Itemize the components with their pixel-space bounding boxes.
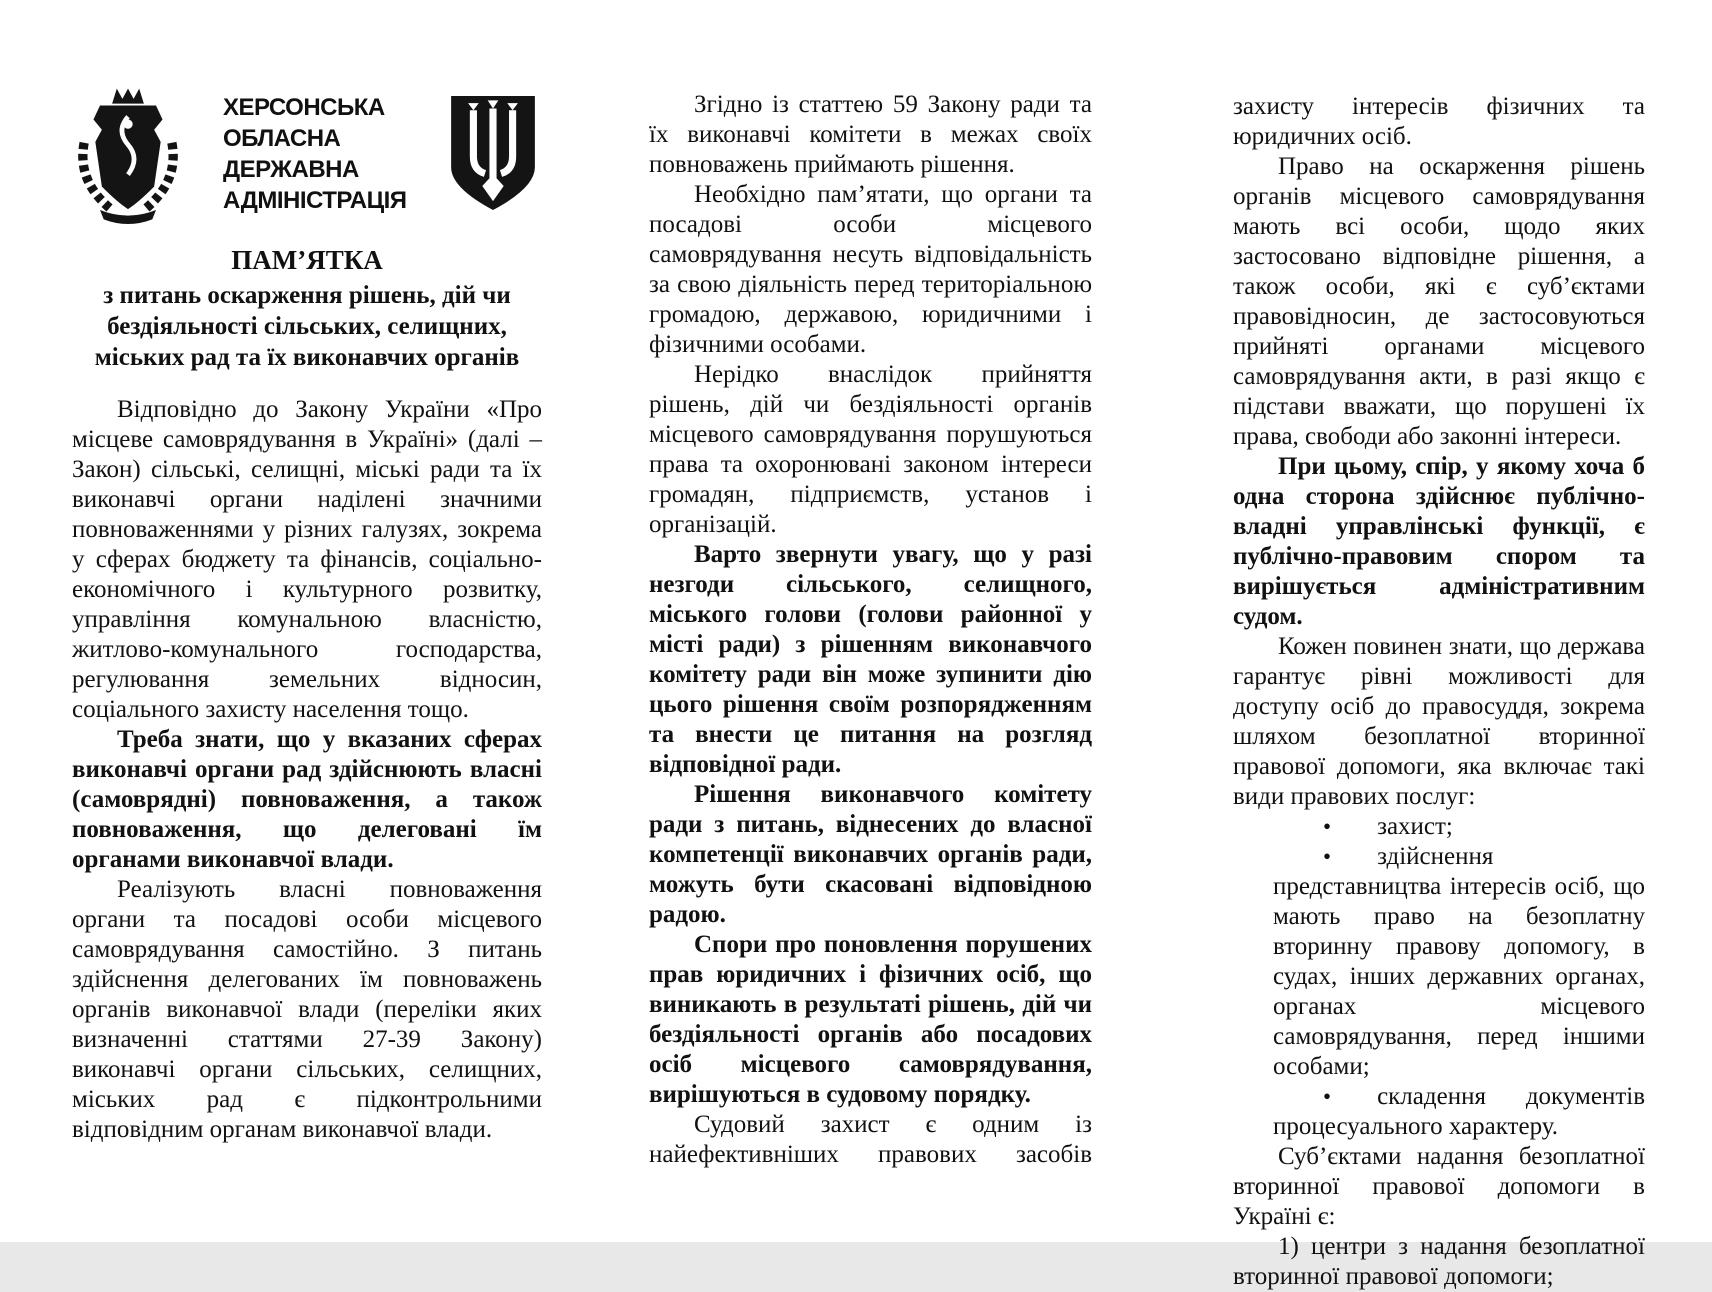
column-3 <box>1233 92 1645 1292</box>
col2-paragraph-1: Згідно із статтею 59 Закону ради та їх виконавчі комітети в межах своїх повноважень приймають рішення. <box>649 91 1092 178</box>
col3-paragraph-6: 1) центри з надання безоплатної вторинної правової допомоги; <box>1233 1233 1645 1290</box>
col2-paragraph-5-bold: Рішення виконавчого комітету ради з питань, віднесених до власної компетенції виконавчих органів ради, можуть бути скасовані відповідною радою. <box>649 781 1092 928</box>
col1-paragraph-3: Реалізують власні повноваження органи та посадові особи місцевого самоврядування самостійно. З питань здійснення делегованих їм повноважень органів виконавчої влади (переліки яких визначенні статтями 27-39 Закону) виконавчі органи сільських, селищних, міських рад є підконтрольними відповідним органам виконавчої влади. <box>72 876 542 1143</box>
col1-paragraph-1: Відповідно до Закону України «Про місцеве самоврядування в Україні» (далі – Закон) сільські, селищні, міські ради та їх виконавчі органи наділені значними повноваженнями у різних галузях, зокрема у сферах бюджету та фінансів, соціально-економічного і культурного розвитку, управління комунальною власністю, житлово-комунального господарства, регулювання земельних відносин, соціального захисту населення тощо. <box>72 396 542 723</box>
col2-paragraph-3: Нерідко внаслідок прийняття рішень, дій чи бездіяльності органів місцевого самоврядування порушуються права та охоронювані законом інтереси громадян, підприємств, установ і організацій. <box>649 361 1092 538</box>
org-name-line-2: ОБЛАСНА <box>223 125 341 152</box>
col3-paragraph-3-bold: При цьому, спір, у якому хоча б одна сторона здійснює публічно-владні управлінські функції, є публічно-правовим спором та вирішується адміністративним судом. <box>1233 453 1645 630</box>
col3-paragraph-4: Кожен повинен знати, що держава гарантує рівні можливості для доступу осіб до правосуддя, зокрема шляхом безоплатної вторинної правової допомоги, яка включає такі види правових послуг: <box>1233 633 1645 810</box>
list-item-representation <box>1273 842 1645 1082</box>
col2-paragraph-4-bold: Варто звернути увагу, що у разі незгоди сільського, селищного, міського голови (голови районної у місті ради) з рішенням виконавчого комітету ради він може зупинити дію цього рішення своїм розпорядженням та внести це питання на розгляд відповідної ради. <box>649 541 1092 778</box>
kherson-coat-of-arms-icon <box>72 84 184 224</box>
ukraine-trident-icon <box>444 84 542 222</box>
list-item-text: складення документів процесуального характеру. <box>1273 1083 1645 1140</box>
column-1 <box>72 84 542 1145</box>
list-item-defense <box>1273 812 1645 842</box>
org-name-line-3: ДЕРЖАВНА <box>223 156 359 183</box>
bullet-icon: • <box>1323 844 1332 869</box>
page-subtitle: з питань оскарження рішень, дій чи бездіяльності сільських, селищних, міських рад та їх виконавчих органів <box>94 282 520 371</box>
col3-paragraph-2: Право на оскарження рішень органів місцевого самоврядування мають всі особи, щодо яких застосовано відповідне рішення, а також особи, які є суб’єктами правовідносин, де застосовуються прийняті органами місцевого самоврядування акти, в разі якщо є підстави вважати, що порушені їх права, свободи або законні інтереси. <box>1233 153 1645 450</box>
bullet-icon: • <box>1323 1084 1332 1109</box>
col1-paragraph-2-bold: Треба знати, що у вказаних сферах виконавчі органи рад здійснюють власні (самоврядні) повноваження, а також повноваження, що делеговані їм органами виконавчої влади. <box>72 726 542 873</box>
col3-paragraph-5: Суб’єктами надання безоплатної вторинної правової допомоги в Україні є: <box>1233 1143 1645 1230</box>
col3-paragraph-1: захисту інтересів фізичних та юридичних осіб. <box>1233 93 1645 150</box>
list-item-text: захист; <box>1377 813 1453 840</box>
page-title: ПАМ’ЯТКА <box>231 245 383 275</box>
list-item-text: здійснення представництва інтересів осіб, що мають право на безоплатну вторинну правову допомогу, в судах, інших державних органах, органах місцевого самоврядування, перед іншими особами; <box>1273 843 1645 1080</box>
organization-name <box>223 84 405 216</box>
col2-paragraph-2: Необхідно пам’ятати, що органи та посадові особи місцевого самоврядування несуть відповідальність за свою діяльність перед територіальною громадою, державою, юридичними і фізичними особами. <box>649 181 1092 358</box>
col2-paragraph-6-bold: Спори про поновлення порушених прав юридичних і фізичних осіб, що виникають в результаті рішень, дій чи бездіяльності органів або посадових осіб місцевого самоврядування, вирішуються в судовому порядку. <box>649 931 1092 1108</box>
org-name-line-1: ХЕРСОНСЬКА <box>223 94 385 121</box>
col2-paragraph-7: Судовий захист є одним із найефективніших правових засобів <box>649 1111 1092 1168</box>
bullet-icon: • <box>1323 814 1332 839</box>
list-item-documents <box>1273 1082 1645 1142</box>
administration-header <box>72 84 542 226</box>
column-2 <box>649 90 1092 1170</box>
org-name-line-4: АДМІНІСТРАЦІЯ <box>223 187 407 214</box>
